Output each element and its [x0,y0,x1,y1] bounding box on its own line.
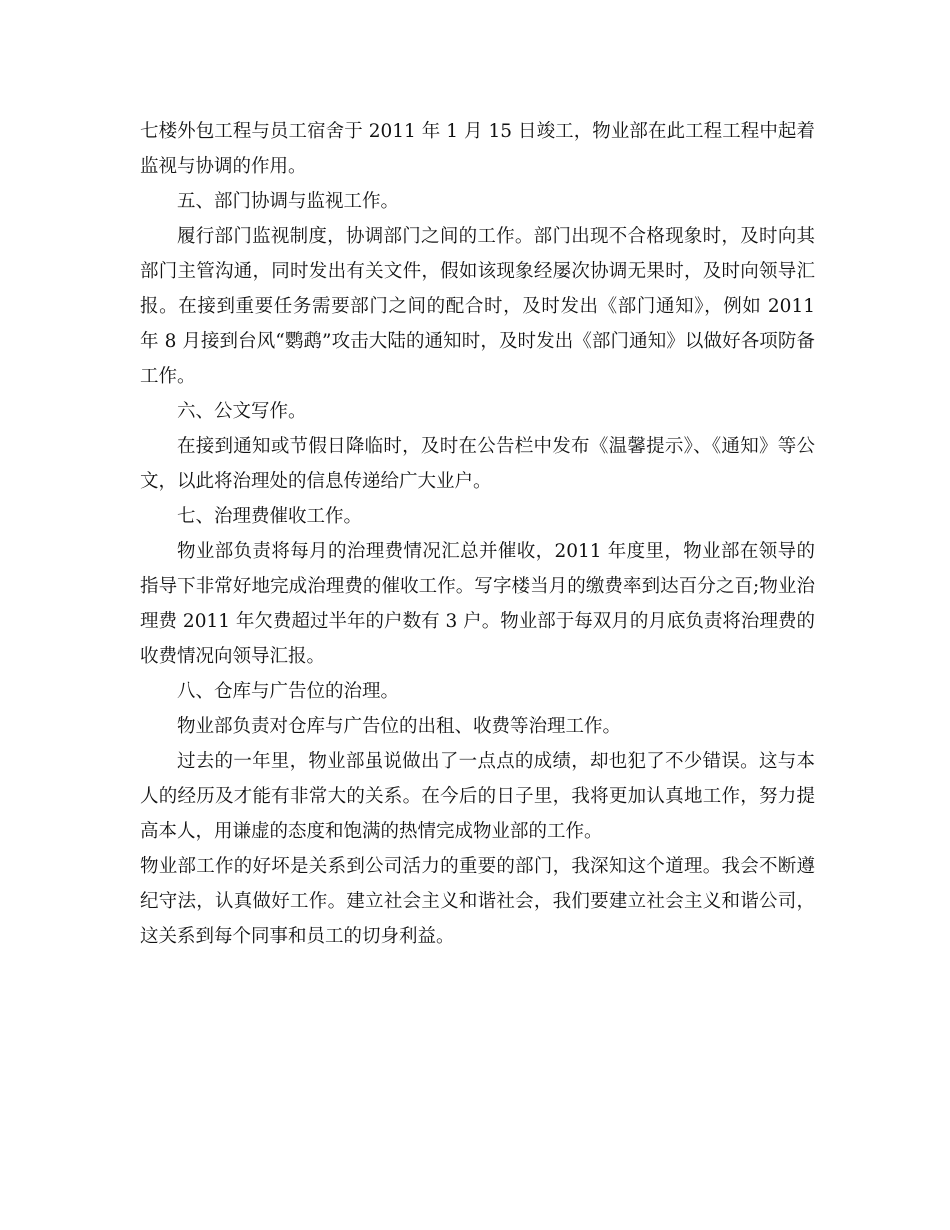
paragraph-document-writing: 在接到通知或节假日降临时，及时在公告栏中发布《温馨提示》、《通知》等公文，以此将治理处的信息传递给广大业户。 [140,436,815,492]
paragraph-fee-collection: 物业部负责将每月的治理费情况汇总并催收，2011 年度里，物业部在领导的指导下非常好地完成治理费的催收工作。写字楼当月的缴费率到达百分之百;物业治理费 2011 年欠费超过半年的户数有 3 户。物业部于每双月的月底负责将治理费的收费情况向领导汇报。 [140,541,815,667]
paragraph-1: 七楼外包工程与员工宿舍于 2011 年 1 月 15 日竣工，物业部在此工程工程中起着监视与协调的作用。 [140,121,815,177]
section-heading-7: 七、治理费催收工作。 [177,506,363,527]
paragraph-department-coordination: 履行部门监视制度，协调部门之间的工作。部门出现不合格现象时，及时向其部门主管沟通，同时发出有关文件，假如该现象经屡次协调无果时，及时向领导汇报。在接到重要任务需要部门之间的配合时，及时发出《部门通知》，例如 2011 年 8 月接到台风“鹦鹉”攻击大陆的通知时，及时发出《部门通知》以做好各项防备工作。 [140,226,815,387]
paragraph-closing: 物业部工作的好坏是关系到公司活力的重要的部门，我深知这个道理。我会不断遵纪守法，认真做好工作。建立社会主义和谐社会，我们要建立社会主义和谐公司，这关系到每个同事和员工的切身利益。 [140,856,815,947]
section-heading-5: 五、部门协调与监视工作。 [177,191,400,212]
section-heading-6: 六、公文写作。 [177,401,307,422]
section-heading-8: 八、仓库与广告位的治理。 [177,681,400,702]
paragraph-review: 过去的一年里，物业部虽说做出了一点点的成绩，却也犯了不少错误。这与本人的经历及才能有非常大的关系。在今后的日子里，我将更加认真地工作，努力提高本人，用谦虚的态度和饱满的热情完成物业部的工作。 [140,751,815,842]
document-body [140,114,815,954]
paragraph-warehouse-ads: 物业部负责对仓库与广告位的出租、收费等治理工作。 [177,716,622,737]
